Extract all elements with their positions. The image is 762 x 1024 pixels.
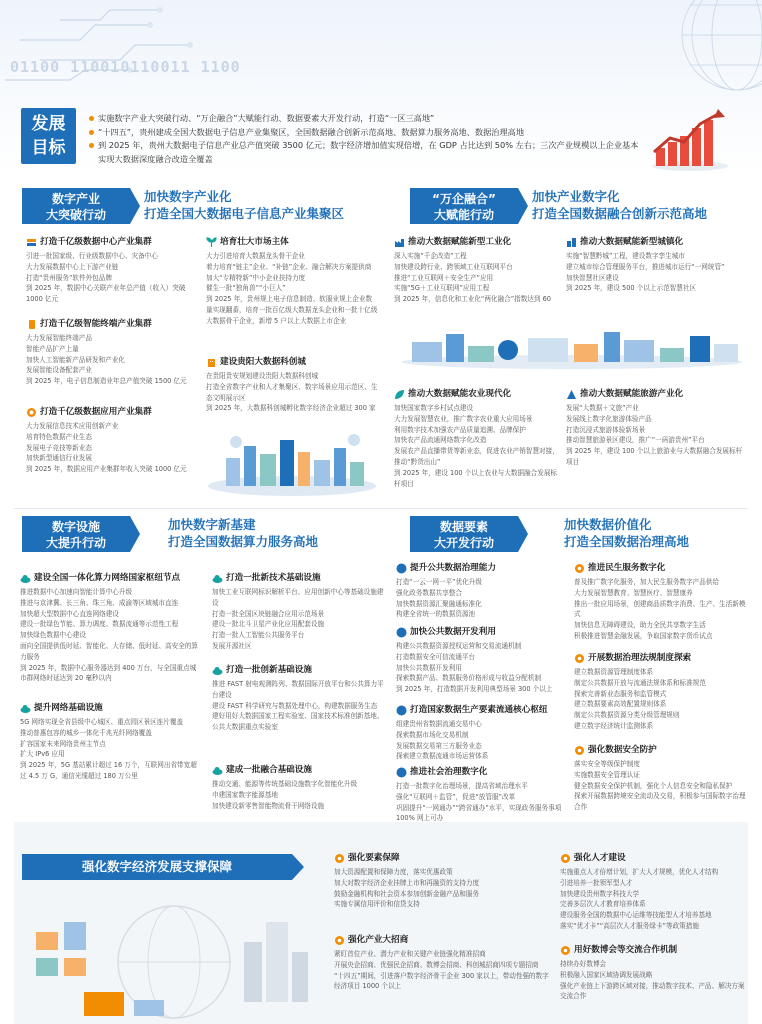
city-icon	[566, 237, 577, 248]
gear-icon	[574, 563, 585, 574]
s4-item-social	[396, 766, 568, 824]
section1-subtitle-line2: 打造全国大数据电子信息产业集聚区	[144, 206, 345, 221]
globe-decoration	[652, 0, 762, 110]
s5-item-body: 紧盯首位产业、潜力产业和关键产业链强化精准招商 开展央企招商、优强民企招商、数博会招商、科创城招商四项专题招商 “十四五”期间，引进落户数字经济骨干企业 300 家以上，带动性强的数字经济项目 1000 个以上	[334, 950, 549, 991]
section3-subtitle-line2: 打造全国数据算力服务高地	[168, 534, 319, 549]
s4-item-title: 加快公共数据开发利用	[410, 627, 496, 637]
s3-item-body: 推进数据中心加速向智能计算中心升级 推进与京津冀、长三角、珠三角、成渝等区域城市直连 加快超大型数据中心直连网络建设 建设一批绿色节能、算力调度、数据流通等示范性工程 加快绿色数据中心建设 面向全国提供低时延、智能化、大存储、低时延、高安全的算力服务 到 2025 年，数据中心服务器达到 400 万台，与全国重点城市群网络时延达到 20 毫秒以内	[20, 588, 199, 683]
s3-item-fusion	[212, 764, 390, 811]
cloud-icon	[212, 665, 223, 676]
section2-title	[410, 188, 518, 224]
s2-item-title: 推动大数据赋能旅游产业化	[580, 389, 684, 399]
s5-item-talent	[560, 852, 748, 932]
s5-item-expo	[560, 944, 748, 1002]
section-divider	[14, 508, 748, 509]
s2-item-title: 推动大数据赋能农业现代化	[408, 389, 512, 399]
building-icon	[206, 357, 217, 368]
application-icon	[26, 407, 37, 418]
s4-item-hub	[396, 704, 568, 762]
s4-item-body: 组建贵州省数据流通交易中心 探索数据市场化交易机制 发展数据交易第三方服务业态 探索建立数据流通市场运营体系	[396, 720, 489, 761]
s2-item-body: 加快国家数字乡村试点建设 大力发展智慧农业，推广数字农业重大应用场景 利用数字技术加强农产品质量追溯、品牌保护 加快农产品流通网络数字化改造 发展农产品直播带货等新业态，促进农业产销智慧对接，推动“黔货出山” 到 2025 年，建设 100 个以上农业与大数据融合发展标杆项目	[394, 404, 559, 488]
goal-label-line2: 目标	[31, 138, 66, 158]
gear-icon	[334, 853, 345, 864]
s1-item-title: 打造千亿级数据应用产业集群	[40, 407, 152, 417]
s1-item-datacenter	[26, 236, 196, 305]
section3-title	[22, 516, 130, 552]
s3-item-network	[20, 702, 202, 782]
section2-subtitle	[532, 188, 752, 222]
industry-illustration	[398, 322, 746, 370]
cloud-icon	[20, 573, 31, 584]
s3-item-newtech	[212, 572, 390, 652]
s4-item-title: 提升公共数据治理能力	[410, 563, 496, 573]
support-illustration	[24, 892, 324, 1022]
gear-icon	[334, 935, 345, 946]
s4-item-governance	[396, 562, 568, 620]
s2-item-title: 推动大数据赋能新型工业化	[408, 237, 512, 247]
s1-item-body: 大力引进培育大数据龙头骨干企业 着力培育“链主”企业、“补链”企业、融合解决方案提供商 加大“专精特新”中小企业扶持力度 催生一批“独角兽”“小巨人” 到 2025 年，贵州规上电子信息制造、软服业规上企业数量实现翻番，培育一批百亿级大数据龙头企业和一批十亿级大数据骨干企业，新增 5 户以上大数据上市企业	[206, 252, 378, 325]
s2-item-industry	[394, 236, 562, 305]
s5-item-title: 强化产业大招商	[348, 935, 409, 945]
s5-item-factors	[334, 852, 552, 910]
gear-icon	[560, 945, 571, 956]
section2-subtitle-line2: 打造全国数据融合创新示范高地	[532, 206, 708, 221]
s2-item-body: 发展“大数据＋文旅”产业 发展线上数字化旅游体验产品 打造沉浸式旅游体验新场景 推动智慧旅游景区建设，推广“一码游贵州”平台 到 2025 年，建设 100 个以上旅游业与大数据融合发展标杆项目	[566, 404, 743, 466]
growth-chart-illustration	[648, 108, 730, 172]
datacenter-icon	[26, 237, 37, 248]
section4-title	[410, 516, 518, 552]
s4-item-openuse	[396, 626, 568, 695]
s4-item-title: 打造国家数据生产要素流通核心枢纽	[410, 705, 548, 715]
s5-item-body: 持续办好数博会 积极融入国家区域协调发展战略 强化产业链上下游跨区域对接，推动数字技术、产品、解决方案交流合作	[560, 960, 745, 1001]
data-icon	[396, 767, 407, 778]
s5-item-title: 强化人才建设	[574, 853, 626, 863]
s1-item-body: 在贵阳贵安规划建设贵阳大数据科创城 打造全省数字产业和人才集聚区、数字场景应用示范区、生态文明展示区 到 2025 年，大数据科创城孵化数字经济企业超过 300 家	[206, 372, 378, 413]
s4-item-title: 推进民生服务数字化	[588, 563, 666, 573]
s2-item-title: 推动大数据赋能新型城镇化	[580, 237, 684, 247]
goal-item: 到 2025 年，贵州大数据电子信息产业总产值突破 3500 亿元；数字经济增加值实现倍增，在 GDP 占比达到 50% 左右；三次产业规模以上企业基本实现大数据深度融合改造全覆盖	[88, 139, 646, 166]
s1-item-body: 大力发展信息技术应用创新产业 培育特色数据产业生态 发展电子竞技等新业态 加快新型通信行业发展 到 2025 年，数据应用产业集群年收入突破 1000 亿元	[26, 422, 187, 474]
s4-item-body: 建立数据资源管理制度体系 制定公共数据开放与流通法规体系和标准规范 探索完善新业态服务和监管模式 建立数据要素高效配置规则体系 制定公共数据资源分类分级管理规则 建立数字经济统计监测体系	[574, 668, 706, 730]
data-icon	[396, 705, 407, 716]
s4-item-title: 推进社会治理数字化	[410, 767, 488, 777]
s4-item-body: 打造“一云一网一平”优化升级 强化政务数据共享整合 加快数据资源汇聚融通标准化 构建全省统一的数据资源池	[396, 578, 482, 619]
s4-item-security	[574, 744, 750, 813]
tourism-icon	[566, 389, 577, 400]
support-title: 强化数字经济发展支撑保障	[22, 854, 292, 880]
s4-item-body: 打造一批数字化治理场景，提高省域治理水平 强化“互联网＋监管”，促进“放管服”改革 巩固提升“一网通办”“跨省通办”水平，实现政务服务事项 100% 网上可办	[396, 782, 562, 823]
s3-item-title: 建成一批融合基础设施	[226, 765, 312, 775]
s4-item-body: 普及推广数字化服务，加大民生服务数字产品供给 大力发展智慧教育、智慧医疗、智慧康养 推出一批应用场景，创建商品质数字消费、生产、生活新模式 加快信息无障碍建设，助力全民共享数字生活 积极推进智慧金融发展，争取国家数字货币试点	[574, 578, 746, 640]
s3-item-body: 推动交通、能源等传统基础设施数字化智能化升级 申建国家数字能源基地 加快建设新零售智能物流骨干网络设施	[212, 780, 358, 810]
s3-item-title: 打造一批创新基础设施	[226, 665, 312, 675]
s5-item-body: 加大资源配置和保障力度，落实优惠政策 加大对数字经济企业挂牌上市和再融资的支持力度 鼓励金融机构和社会资本参加创新金融产品和服务 实施专属信用评价和信贷支持	[334, 868, 480, 909]
s3-item-title: 提升网络基础设施	[34, 703, 103, 713]
s2-item-urban	[566, 236, 746, 294]
s5-item-title: 用好数博会等交流合作机制	[574, 945, 678, 955]
section1-subtitle	[144, 188, 374, 222]
section2-title-line1: “万企融合”	[432, 192, 496, 206]
s1-item-body: 引进一批国家级、行业级数据中心、灾备中心 大力发展数据中心上下游产业链 打造“贵州服务”软件外包品牌 到 2025 年，数据中心关联产业年总产值（收入）突破 1000 亿元	[26, 252, 186, 304]
s2-item-tourism	[566, 388, 746, 468]
gear-icon	[560, 853, 571, 864]
cloud-icon	[20, 703, 31, 714]
leaf-icon	[394, 389, 405, 400]
s3-item-title: 建设全国一体化算力网络国家枢纽节点	[34, 573, 181, 583]
section1-title-line1: 数字产业	[51, 192, 100, 206]
gear-icon	[574, 745, 585, 756]
section4-title-line2: 大开发行动	[433, 536, 494, 550]
factory-icon	[394, 237, 405, 248]
s4-item-title: 强化数据安全防护	[588, 745, 657, 755]
section4-subtitle-line1: 加快数据价值化	[564, 517, 652, 532]
smart-city-illustration	[206, 430, 378, 498]
section3-title-line2: 大提升行动	[45, 536, 106, 550]
data-icon	[396, 563, 407, 574]
data-icon	[396, 627, 407, 638]
s4-item-title: 开展数据治理法规制度探索	[588, 653, 692, 663]
s1-item-application	[26, 406, 196, 475]
goal-label	[21, 108, 76, 164]
goal-item: “十四五”，贵州建成全国大数据电子信息产业集聚区，全国数据融合创新示范高地、数据算力服务高地、数据治理高地	[88, 126, 646, 140]
s4-item-livelihood	[574, 562, 750, 642]
s3-item-body: 5G 网络实现全省县级中心城区、重点园区景区连片覆盖 推动普惠包容的城乡一体化千兆光纤网络覆盖 扩容国家未来网络贵州主节点 扩大 IPv6 应用 到 2025 年，5G 基站累计超过 16 万个，互联网出省带宽超过 4.5 万 G，通信光缆超过 180 万公里	[20, 718, 197, 780]
goal-list	[88, 112, 646, 166]
section1-subtitle-line1: 加快数字产业化	[144, 189, 232, 204]
s3-item-title: 打造一批新技术基础设施	[226, 573, 321, 583]
s1-item-body: 大力发展智能终端产品 智能产品扩产上量 加快人工智能新产品研发和产业化 发展智能设备配套产业 到 2025 年，电子信息制造业年总产值突破 1500 亿元	[26, 334, 187, 386]
s1-item-title: 打造千亿级数据中心产业集群	[40, 237, 152, 247]
goal-item: 实施数字产业大突破行动、“万企融合”大赋能行动、数据要素大开发行动，打造“一区三高地”	[88, 112, 646, 126]
s4-item-regulation	[574, 652, 750, 732]
binary-decoration: 01100 110010110011 1100	[10, 58, 241, 76]
s5-item-investment	[334, 934, 552, 992]
section3-subtitle	[168, 516, 368, 550]
s1-item-title: 打造千亿级智能终端产业集群	[40, 319, 152, 329]
circuit-decoration	[0, 0, 240, 110]
section3-title-line1: 数字设施	[51, 520, 100, 534]
s5-item-title: 强化要素保障	[348, 853, 400, 863]
s4-item-body: 构建公共数据资源授权运营和交易流通机制 打造数据安全可信流通平台 加快公共数据开发利用 探索数据产品、数据服务价格形成与收益分配机制 到 2025 年，打造数据开发利用典型场景 300 个以上	[396, 642, 553, 694]
section3-subtitle-line1: 加快数字新基建	[168, 517, 256, 532]
cloud-icon	[212, 573, 223, 584]
s3-item-body: 推进 FAST 射电观测阵列、数据国际开放平台和公共算力平台建设 建设 FAST 科学研究与数据处理中心，构建数据服务生态 建好用好大数据国家工程实验室、国家技术标准创新基地、公共大数据重点实验室	[212, 680, 384, 732]
s1-item-title: 培育壮大市场主体	[220, 237, 289, 247]
s1-item-market	[206, 236, 378, 327]
gear-icon	[574, 653, 585, 664]
section2-title-line2: 大赋能行动	[433, 208, 494, 222]
goal-label-line1: 发展	[31, 114, 66, 134]
s3-item-innovation	[212, 664, 390, 733]
section2-subtitle-line1: 加快产业数字化	[532, 189, 620, 204]
section4-subtitle	[564, 516, 744, 550]
section1-title-line2: 大突破行动	[45, 208, 106, 222]
s2-item-agriculture	[394, 388, 562, 489]
section4-title-line1: 数据要素	[439, 520, 488, 534]
s3-item-computing	[20, 572, 202, 684]
s3-item-body: 加快工业互联网标识解析平台、应用创新中心等基础设施建设 打造一批全国区块链融合应用示范场景 建设一批北斗卫星产业化应用配套设施 打造一批人工智能公共服务平台 发展开源社区	[212, 588, 384, 650]
s2-item-body: 实施“智慧黔城”工程，建设数字孪生城市 建立城市综合管理服务平台，推进城市运行“一网统管” 加快智慧社区建设 到 2025 年，建设 500 个以上示范智慧社区	[566, 252, 725, 293]
section4-subtitle-line2: 打造全国数据治理高地	[564, 534, 690, 549]
sprout-icon	[206, 237, 217, 248]
s1-item-techcity	[206, 356, 378, 414]
s1-item-title: 建设贵阳大数据科创城	[220, 357, 306, 367]
s1-item-terminal	[26, 318, 196, 387]
cloud-icon	[212, 765, 223, 776]
phone-icon	[26, 319, 37, 330]
s5-item-body: 实施重点人才倍增计划，扩大人才规模，优化人才结构 引进培养一批领军型人才 加快建设贵州数字科技大学 完善多层次人才教育培养体系 建设服务全国的数据中心运维等技能型人才培养基地 落实“优才卡”“高层次人才服务绿卡”等政策措施	[560, 868, 719, 930]
section1-title	[22, 188, 130, 224]
s2-item-body: 深入实施“千企改造”工程 加快建设跨行业、跨领域工业互联网平台 推进“工业互联网＋安全生产”应用 实施“5G＋工业互联网”应用工程 到 2025 年，信息化和工业化“两化融合”指数达到 60	[394, 252, 551, 304]
s4-item-body: 落实安全等级保护制度 实施数据安全管理认证 健全数据安全保护机制，强化个人信息安全和隐私保护 探索开展数据跨境安全流动及交易，积极参与国际数字治理合作	[574, 760, 746, 812]
